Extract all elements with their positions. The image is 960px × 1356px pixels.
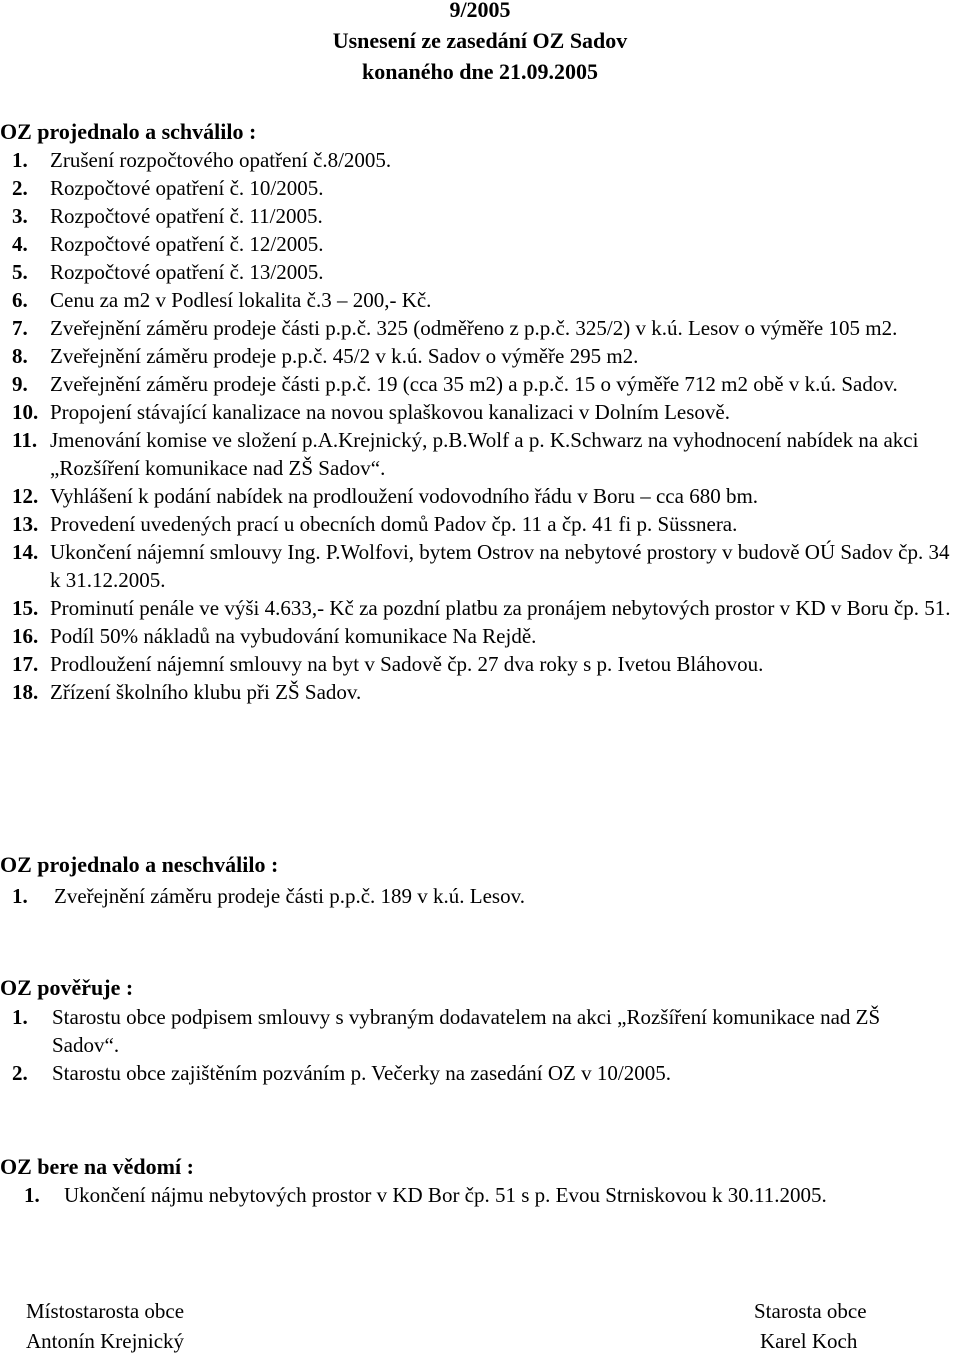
rejected-list (12, 882, 952, 910)
approved-item-text: Provedení uvedených prací u obecních domů Padov čp. 11 a čp. 41 fi p. Süssnera. (50, 512, 738, 536)
approved-item-number: 8. (12, 344, 28, 368)
approved-item-number: 10. (12, 400, 39, 424)
approved-list (12, 146, 952, 706)
approved-item (12, 482, 952, 510)
approved-item (12, 230, 952, 258)
approved-item-number: 14. (12, 540, 39, 564)
approved-item-number: 16. (12, 624, 39, 648)
approved-item-number: 9. (12, 372, 28, 396)
approved-item-text: Rozpočtové opatření č. 12/2005. (50, 232, 324, 256)
approved-item-text: Cenu za m2 v Podlesí lokalita č.3 – 200,- Kč. (50, 288, 432, 312)
authorizes-list (12, 1003, 912, 1087)
approved-item-text: Zveřejnění záměru prodeje části p.p.č. 19 (cca 35 m2) a p.p.č. 15 o výměře 712 m2 obě v k.ú. Sadov. (50, 372, 898, 396)
authorizes-item (12, 1003, 912, 1059)
approved-item-number: 11. (12, 428, 38, 452)
approved-item (12, 398, 952, 426)
rejected-item (12, 882, 952, 910)
approved-item-number: 6. (12, 288, 28, 312)
approved-item (12, 258, 952, 286)
approved-item (12, 594, 952, 622)
approved-item-number: 13. (12, 512, 39, 536)
approved-item-text: Zřízení školního klubu při ZŠ Sadov. (50, 680, 362, 704)
authorizes-item-text: Starostu obce zajištěním pozváním p. Večerky na zasedání OZ v 10/2005. (52, 1061, 671, 1085)
approved-item (12, 314, 952, 342)
approved-item-text: Ukončení nájemní smlouvy Ing. P.Wolfovi, bytem Ostrov na nebytové prostory v budově OÚ Sadov čp. 34 k 31.12.2005. (50, 540, 950, 592)
approved-item (12, 370, 952, 398)
approved-item-number: 17. (12, 652, 39, 676)
rejected-section-title: OZ projednalo a neschválilo : (0, 852, 279, 877)
approved-item (12, 174, 952, 202)
rejected-item-text: Zveřejnění záměru prodeje části p.p.č. 189 v k.ú. Lesov. (54, 884, 525, 908)
approved-item-text: Prominutí penále ve výši 4.633,- Kč za pozdní platbu za pronájem nebytových prostor v KD v Boru čp. 51. (50, 596, 951, 620)
signature-left (26, 1296, 184, 1356)
approved-item-text: Rozpočtové opatření č. 11/2005. (50, 204, 323, 228)
resolution-number: 9/2005 (449, 0, 511, 22)
approved-item-number: 15. (12, 596, 39, 620)
approved-item-text: Zveřejnění záměru prodeje p.p.č. 45/2 v k.ú. Sadov o výměře 295 m2. (50, 344, 639, 368)
approved-item-text: Jmenování komise ve složení p.A.Krejnický, p.B.Wolf a p. K.Schwarz na vyhodnocení nabídek na akci „Rozšíření komunikace nad ZŠ Sadov“. (50, 428, 919, 480)
authorizes-item-number: 2. (12, 1061, 28, 1085)
approved-item-text: Rozpočtové opatření č. 13/2005. (50, 260, 324, 284)
meeting-date: konaného dne 21.09.2005 (362, 59, 598, 84)
approved-item-text: Vyhlášení k podání nabídek na prodloužení vodovodního řádu v Boru – cca 680 bm. (50, 484, 759, 508)
approved-item-number: 4. (12, 232, 28, 256)
signature-right (754, 1296, 867, 1356)
approved-item-text: Prodloužení nájemní smlouvy na byt v Sadově čp. 27 dva roky s p. Ivetou Bláhovou. (50, 652, 764, 676)
approved-item-number: 3. (12, 204, 28, 228)
approved-section-title: OZ projednalo a schválilo : (0, 119, 257, 144)
notes-item (24, 1181, 924, 1209)
approved-item (12, 202, 952, 230)
approved-item (12, 678, 952, 706)
authorizes-item (12, 1059, 912, 1087)
approved-item (12, 146, 952, 174)
authorizes-item-number: 1. (12, 1005, 28, 1029)
approved-item (12, 650, 952, 678)
approved-item (12, 426, 952, 482)
notes-item-number: 1. (24, 1183, 40, 1207)
approved-item (12, 510, 952, 538)
approved-item (12, 538, 952, 594)
approved-item (12, 622, 952, 650)
notes-list (24, 1181, 924, 1209)
approved-item (12, 286, 952, 314)
approved-item-text: Rozpočtové opatření č. 10/2005. (50, 176, 324, 200)
deputy-mayor-name: Antonín Krejnický (26, 1329, 185, 1353)
approved-item-text: Podíl 50% nákladů na vybudování komunikace Na Rejdě. (50, 624, 537, 648)
mayor-role: Starosta obce (754, 1299, 867, 1323)
document-header (0, 0, 960, 87)
approved-item-text: Zrušení rozpočtového opatření č.8/2005. (50, 148, 392, 172)
approved-item-text: Zveřejnění záměru prodeje části p.p.č. 325 (odměřeno z p.p.č. 325/2) v k.ú. Lesov o výměře 105 m2. (50, 316, 898, 340)
authorizes-item-text: Starostu obce podpisem smlouvy s vybraným dodavatelem na akci „Rozšíření komunikace nad ZŠ Sadov“. (52, 1005, 881, 1057)
rejected-item-number: 1. (12, 884, 28, 908)
document-title: Usnesení ze zasedání OZ Sadov (332, 28, 628, 53)
approved-item-number: 12. (12, 484, 39, 508)
approved-item-text: Propojení stávající kanalizace na novou splaškovou kanalizaci v Dolním Lesově. (50, 400, 730, 424)
mayor-name: Karel Koch (760, 1329, 858, 1353)
approved-item-number: 2. (12, 176, 28, 200)
approved-item (12, 342, 952, 370)
notes-item-text: Ukončení nájmu nebytových prostor v KD Bor čp. 51 s p. Evou Strniskovou k 30.11.2005. (64, 1183, 827, 1207)
authorizes-section-title: OZ pověřuje : (0, 975, 134, 1000)
deputy-mayor-role: Místostarosta obce (26, 1299, 185, 1323)
notes-section-title: OZ bere na vědomí : (0, 1154, 194, 1179)
approved-item-number: 5. (12, 260, 28, 284)
approved-item-number: 18. (12, 680, 39, 704)
approved-item-number: 1. (12, 148, 28, 172)
approved-item-number: 7. (12, 316, 28, 340)
